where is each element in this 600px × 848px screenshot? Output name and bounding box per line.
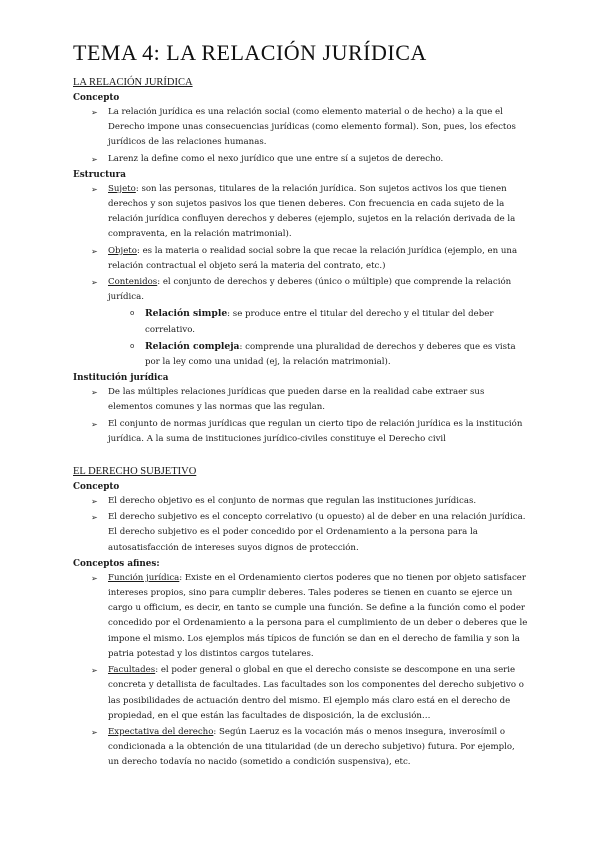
subheading-conceptos-afines: Conceptos afines:	[73, 558, 160, 569]
circle-bullet-icon: o	[130, 309, 135, 318]
subheading-institucion-juridica: Institución jurídica	[73, 373, 169, 384]
term-funcion-juridica: Función jurídica	[108, 572, 180, 583]
arrow-bullet-icon: ➢	[91, 388, 98, 398]
term-contenidos: Contenidos	[108, 277, 158, 288]
arrow-bullet-icon: ➢	[91, 727, 98, 737]
arrow-bullet-icon: ➢	[91, 666, 98, 676]
arrow-bullet-icon: ➢	[91, 108, 98, 117]
list-item: ➢ El conjunto de normas jurídicas que regulan un cierto tipo de relación jurídica es la institución jurídica. A la suma de instituciones jurídico-civiles constituye el Derecho civil	[91, 418, 523, 444]
list-item: ➢ El derecho objetivo es el conjunto de normas que regulan las instituciones jurídicas.	[73, 494, 528, 509]
sub-list-item: o Relación simple: se produce entre el titular del derecho y el titular del deber correlativo.	[130, 308, 494, 335]
document-title: TEMA 4: LA RELACIÓN JURÍDICA	[73, 40, 427, 65]
arrow-bullet-icon: ➢	[91, 184, 98, 194]
document-body	[73, 76, 528, 772]
term-relacion-simple: Relación simple	[145, 308, 228, 320]
subheading-estructura: Estructura	[73, 169, 126, 180]
section-heading-relacion-juridica: LA RELACIÓN JURÍDICA	[73, 77, 193, 88]
list-item: ➢ Facultades: el poder general o global en que el derecho consiste se descompone en una serie concreta y detallista de facultades. Las facultades son los componentes del derecho subjetivo o las posibilidades de actuación dentro del mismo. El ejemplo más claro está en el derecho de propiedad, en el que están las facultades de disposición, la de exclusión…	[91, 665, 524, 721]
term-relacion-compleja: Relación compleja	[145, 340, 240, 352]
arrow-bullet-icon: ➢	[91, 154, 98, 164]
subheading-concepto: Concepto	[73, 93, 120, 103]
section-heading-derecho-subjetivo: EL DERECHO SUBJETIVO	[73, 466, 197, 478]
list-item: ➢ Larenz la define como el nexo jurídico que une entre sí a sujetos de derecho.	[73, 152, 528, 167]
subheading-concepto: Concepto	[73, 482, 120, 493]
term-facultades: Facultades	[108, 665, 156, 676]
arrow-bullet-icon: ➢	[91, 573, 98, 583]
list-item: ➢ Expectativa del derecho: Según Laeruz es la vocación más o menos insegura, inverosímil o condicionada a la obtención de una titularidad (de un derecho subjetivo) futura. Por ejemplo, un derecho todavía no nacido (sometido a condición suspensiva), etc.	[91, 726, 515, 768]
list-item: ➢ Sujeto: son las personas, titulares de la relación jurídica. Son sujetos activos los que tienen derechos y son sujetos pasivos los que tienen deberes. Con frecuencia en cada sujeto de la relación jurídica confluyen derechos y deberes (ejemplo, sujetos en la relación derivada de la compraventa, en la relación matrimonial).	[91, 183, 516, 240]
section-spacer	[73, 448, 528, 465]
arrow-bullet-icon: ➢	[91, 497, 98, 507]
sub-list-item: o Relación compleja: comprende una pluralidad de derechos y deberes que es vista por la ley como una unidad (ej, la relación matrimonial).	[130, 340, 516, 368]
term-objeto: Objeto	[108, 245, 137, 256]
arrow-bullet-icon: ➢	[91, 419, 98, 429]
arrow-bullet-icon: ➢	[91, 278, 98, 288]
list-item: ➢ Función jurídica: Existe en el Ordenamiento ciertos poderes que no tienen por objeto satisfacer intereses propios, sino para cumplir deberes. Tales poderes se tienen en cuanto se ejerce un cargo u officium, es decir, en tanto se cumple una función. Se define a la función como el poder concedido por el Ordenamiento a la persona para el cumplimiento de un deber o deberes que le impone el mismo. Los ejemplos más típicos de función se dan en el derecho de familia y son la patria potestad y los distintos cargos tutelares.	[91, 572, 528, 659]
term-sujeto: Sujeto	[108, 183, 136, 194]
arrow-bullet-icon: ➢	[91, 246, 98, 256]
arrow-bullet-icon: ➢	[91, 513, 98, 523]
list-item: ➢ La relación jurídica es una relación social (como elemento material o de hecho) a la que el Derecho impone unas consecuencias jurídicas (como elemento formal). Son, pues, los efectos jurídicos de las relaciones humanas.	[91, 107, 516, 148]
circle-bullet-icon: o	[130, 341, 135, 350]
list-item: ➢ Objeto: es la materia o realidad social sobre la que recae la relación jurídica (ejemplo, en una relación contractual el objeto será la materia del contrato, etc.)	[91, 245, 518, 271]
list-item: ➢ Contenidos: el conjunto de derechos y deberes (único o múltiple) que comprende la relación jurídica.	[91, 277, 512, 303]
list-item: ➢ De las múltiples relaciones jurídicas que pueden darse en la realidad cabe extraer sus elementos comunes y las normas que las regulan.	[91, 387, 485, 413]
list-item: ➢ El derecho subjetivo es el concepto correlativo (u opuesto) al de deber en una relación jurídica. El derecho subjetivo es el poder concedido por el Ordenamiento a la persona para la autosatisfacción de intereses suyos dignos de protección.	[91, 512, 526, 553]
term-expectativa-del-derecho: Expectativa del derecho	[108, 726, 214, 737]
